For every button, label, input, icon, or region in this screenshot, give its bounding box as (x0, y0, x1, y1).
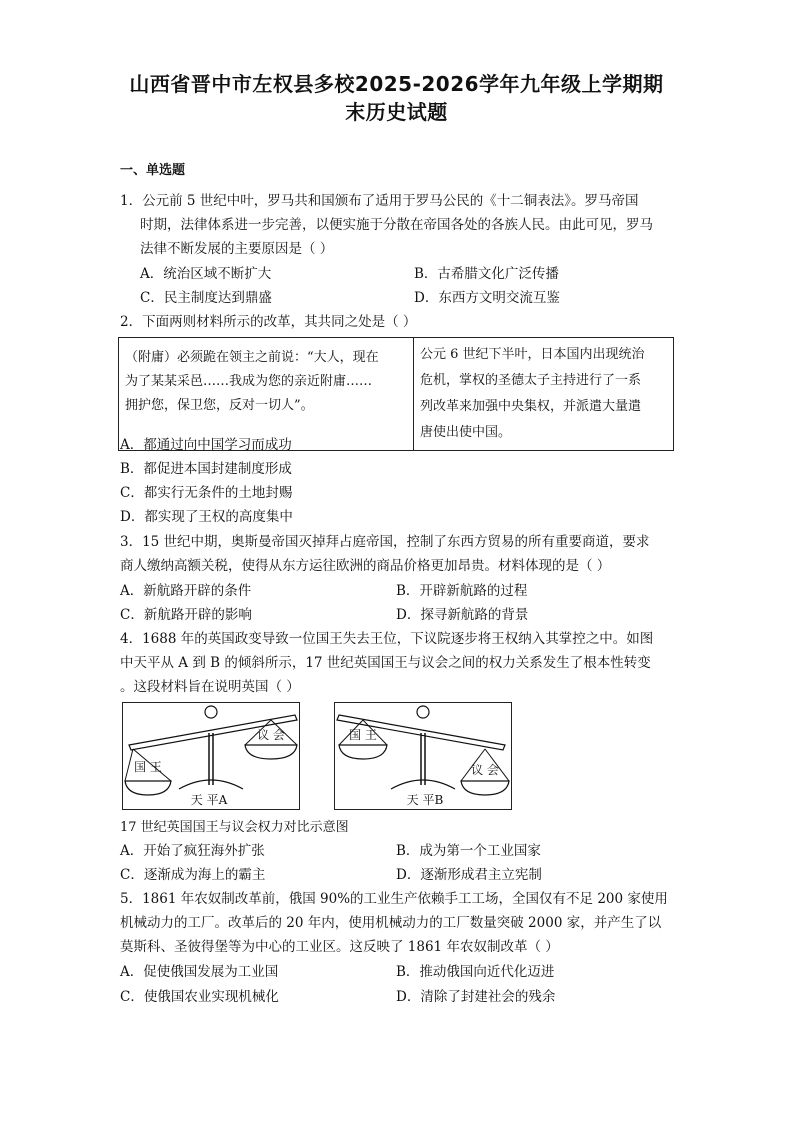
q2-option-a[interactable]: A．都通过向中国学习而成功 (120, 437, 292, 453)
q2-material-right-line4: 唐使出使中国。 (420, 425, 512, 440)
balance-a-drawing (123, 703, 299, 809)
balance-b-label: 天 平B (406, 793, 444, 807)
q3-option-c[interactable]: C．新航路开辟的影响 (120, 607, 252, 623)
q2-material-left-line1: （附庸）必须跪在领主之前说：“大人，现在 (125, 350, 379, 365)
q5-option-d[interactable]: D．清除了封建社会的残余 (396, 989, 556, 1005)
q2-material-left (119, 338, 414, 451)
q2-stem: 2．下面两则材料所示的改革，其共同之处是（ ） (120, 314, 417, 330)
q4-option-a[interactable]: A．开始了疯狂海外扩张 (120, 843, 265, 859)
q5-option-b[interactable]: B．推动俄国向近代化迈进 (396, 964, 555, 980)
q2-material-right (414, 338, 674, 451)
q2-material-right-line3: 列改革来加强中央集权，并派遣大量遣 (420, 399, 642, 414)
q1-stem-line3: 法律不断发展的主要原因是（ ） (140, 241, 334, 257)
q3-stem-line1: 3．15 世纪中期，奥斯曼帝国灭掉拜占庭帝国，控制了东西方贸易的所有重要商道，要求 (120, 534, 650, 550)
exam-title-line2: 末历史试题 (345, 100, 448, 124)
balance-b-drawing (335, 703, 511, 809)
q2-material-left-line2: 为了某某采邑……我成为您的亲近附庸…… (125, 374, 373, 389)
q3-option-b[interactable]: B．开辟新航路的过程 (396, 583, 528, 599)
q1-stem-line2: 时期，法律体系进一步完善，以便实施于分散在帝国各处的各族人民。由此可见，罗马 (140, 217, 653, 233)
q5-stem-line2: 机械动力的工厂。改革后的 20 年内，使用机械动力的工厂数量突破 2000 家，并产生了以 (120, 915, 662, 931)
q3-option-a[interactable]: A．新航路开辟的条件 (120, 583, 252, 599)
q2-material-right-line1: 公元 6 世纪下半叶，日本国内出现统治 (420, 347, 645, 362)
q2-material-left-line3: 拥护您，保卫您，反对一切人”。 (125, 398, 314, 413)
q1-option-b[interactable]: B．古希腊文化广泛传播 (414, 266, 559, 282)
balance-b-pan-king: 国 王 (349, 728, 377, 742)
q2-option-b[interactable]: B．都促进本国封建制度形成 (120, 461, 292, 477)
q2-material-right-line2: 危机，掌权的圣德太子主持进行了一系 (420, 373, 642, 388)
q4-option-c[interactable]: C．逐渐成为海上的霸主 (120, 867, 266, 883)
q4-option-b[interactable]: B．成为第一个工业国家 (396, 843, 541, 859)
exam-title-line1: 山西省晋中市左权县多校2025-2026学年九年级上学期期 (129, 72, 664, 96)
balance-b-pan-parliament: 议 会 (471, 763, 499, 777)
balance-figure-a (122, 702, 300, 810)
q4-stem-line1: 4．1688 年的英国政变导致一位国王失去王位，下议院逐步将王权纳入其掌控之中。如图 (120, 631, 654, 647)
q5-option-c[interactable]: C．使俄国农业实现机械化 (120, 989, 279, 1005)
q2-option-d[interactable]: D．都实现了王权的高度集中 (120, 509, 293, 525)
q1-option-d[interactable]: D．东西方文明交流互鉴 (414, 290, 560, 306)
q3-option-d[interactable]: D．探寻新航路的背景 (396, 607, 529, 623)
q4-figure-caption: 17 世纪英国国王与议会权力对比示意图 (120, 820, 349, 835)
q2-material-table (118, 337, 674, 451)
q1-option-c[interactable]: C．民主制度达到鼎盛 (140, 290, 272, 306)
q5-option-a[interactable]: A．促使俄国发展为工业国 (120, 964, 279, 980)
q1-option-a[interactable]: A．统治区域不断扩大 (140, 266, 272, 282)
q4-stem-line2: 中天平从 A 到 B 的倾斜所示，17 世纪英国国王与议会之间的权力关系发生了根本性转变 (120, 655, 651, 671)
q1-stem-line1: 1．公元前 5 世纪中叶，罗马共和国颁布了适用于罗马公民的《十二铜表法》。罗马帝国 (120, 193, 639, 209)
section-heading: 一、单选题 (120, 163, 186, 178)
balance-a-label: 天 平A (190, 793, 228, 807)
q3-stem-line2: 商人缴纳高额关税，使得从东方运往欧洲的商品价格更加昂贵。材料体现的是（ ） (120, 558, 611, 574)
balance-a-pan-king: 国 王 (134, 760, 162, 774)
q4-option-d[interactable]: D．逐渐形成君主立宪制 (396, 867, 542, 883)
q5-stem-line3: 莫斯科、圣彼得堡等为中心的工业区。这反映了 1861 年农奴制改革（ ） (120, 939, 559, 955)
q4-stem-line3: 。这段材料旨在说明英国（ ） (120, 679, 300, 695)
balance-a-pan-parliament: 议 会 (257, 728, 285, 742)
balance-figure-b (334, 702, 512, 810)
q2-option-c[interactable]: C．都实行无条件的土地封赐 (120, 485, 293, 501)
q5-stem-line1: 5．1861 年农奴制改革前，俄国 90%的工业生产依赖手工工场，全国仅有不足 200 家使用 (120, 891, 668, 907)
